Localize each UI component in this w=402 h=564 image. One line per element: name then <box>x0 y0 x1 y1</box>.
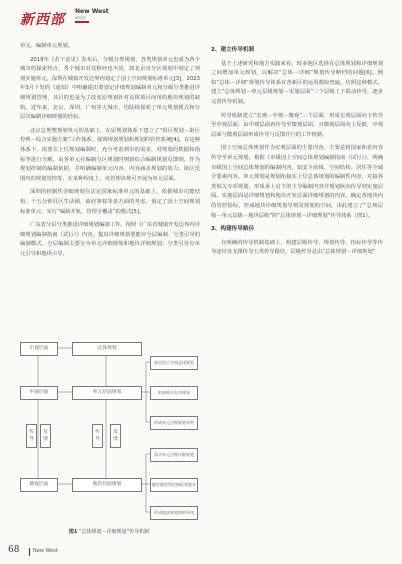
magazine-logo: 新西部 <box>20 12 65 28</box>
left-paragraph: 北京总规整规划单元的基础上，在原规划体系下建立了“组区规划－街区控规－综合实施方案”工作体系，强调规划规划和规划的管控系统[4]。在这种体系下，需要在上位规划编制时，充分考虑到市的需求，对规划的数据和指标等进行分解，由各单元在编制分区规划时则到综合编制规划反馈到，作为规划控制的编制依据，并明确编制单元内容，内容涵盖规划的效力，街区范围内的规划管控等，在某种程度上，该管理该规可开展为单元层面。 <box>20 127 200 182</box>
right-paragraph: 传导机制建立“宏观－中观－微观”三个层面，形成宏观层面向下传导至中观层面，由中观层面再传导至微观层面，且微观层面向上反馈，中观层面与微观层面形成传导与反馈并行的工作机制。 <box>211 112 383 138</box>
right-item-5: 确定地块管控指标和要求 <box>150 478 198 492</box>
left-paragraph: 深圳的控制性详细规划在法定国家标准单元的基础上，依据城市功能结构、十五分钟社区生活圈，政府事权等多方面的考虑，划定了国土空间规划标准单元，实行“编制并轨，管理全覆盖”的模式[5]。 <box>20 189 200 215</box>
left-text-column <box>20 42 200 263</box>
figure-caption-label: 图1 <box>68 529 78 535</box>
section-heading: 2、建立传导机制 <box>211 47 255 53</box>
magazine-subtitle: 新西部 <box>75 16 86 20</box>
footer-divider <box>29 548 30 556</box>
section-heading: 3、构建传导路径 <box>211 226 255 233</box>
meso-level-box: 中观层面 <box>20 386 58 400</box>
figure-caption <box>20 528 198 535</box>
feedback-label-center: 反馈 <box>110 424 121 448</box>
right-paragraph: 国土空间总体规划作为宏观层面的主要内容，主要是将国家和省内容传导至单元规划。根据《市级国土空间总体规划编制指南（试行）》，明确市级国土空间总体规划的编制内容，如安全底线、空间结构、居住等全域全要素内容。单元规划是规划衔接实上位总体规划的编制性内容，对接各类相关专项规划，形成承上启下的主导编制内容并规划纵向传导到实施层面。实施层面是详细规划和地块开发层面详细规划的内容，确定各地块内的管控指标，形成地块详细规划导则及规划的空间。由此建立了“总规层级－单元层级－地块层级”的“总体规划－详细规划”传导体系（图1）。 <box>211 145 383 219</box>
right-text-column <box>211 42 383 262</box>
figure-caption-text: “总体规划－详细规划”传导机制 <box>78 529 150 535</box>
masthead <box>0 0 402 30</box>
page-number: 68 <box>8 545 20 555</box>
right-item-6: 形成地块规划图则导读 <box>150 506 198 520</box>
feedback-label-left: 反馈 <box>40 424 51 448</box>
left-paragraph: 2019年《若干意见》发布后，分级分类规划、各类规划单元也成为各个城市的探索热点，各个城市对其称呼也不同，如北京市分区规划中划定了规划实施单元，深圳在城镇开发边界内划定了国土空间规划标准单元[3]，2023年3月下发的《通知》中明确提出要划定详细规划编制单元和分级分类推进详细规划管理，其目的也是为了改变原规划针对具体项目而用的地块规划的缺陷。近年来，北京、深圳、广州等大城市，均陆续探索了单元规划模式和分层次编制详细规划的经验。 <box>20 56 200 121</box>
right-item-1: 落实国土空间总体规划 <box>150 356 198 370</box>
macro-level-box: 宏观层面 <box>20 342 58 356</box>
right-paragraph: 在明确的传导机制基础上，构建层级传导、规划传导，指标传导等传导途径及支撑传导五类传导路径，层级传导是由“总体规划－详细规划” <box>211 239 383 256</box>
transmission-mechanism-diagram <box>20 332 198 522</box>
transmit-label-center: 传导 <box>92 424 103 448</box>
left-paragraph: 单元、编制单元规划。 <box>20 43 73 49</box>
journal-name-footer: New West <box>33 548 58 554</box>
micro-level-box: 微观层面 <box>20 478 58 492</box>
logo-accent-bar <box>75 21 89 23</box>
master-plan-box: 总体规划 <box>72 342 142 356</box>
right-item-4: 落实单元层级详细规划 <box>150 448 198 462</box>
right-paragraph: 基于上述研究和地方实践来看，较多地区选择在总体规划和详细规划之间增加单元规划，以解决“总体－详细”规划传导断档的问题[6]。例如“总体－详细”规划传导体系在各新区的运用都较普遍，仿照这种模式，建立“总体规划－单元层级规划－实施层面”三个层级上下联动传导，逐步完善传导机制。 <box>211 60 383 105</box>
left-paragraph: 广东省分层分类推进详细规划编制工作。按照《广东省城镇开发边界内详细规划编制指南（试行）》内容，提出详细规划要能应分层编制、分类引导的编制模式，分层编制主要分为单元详细规划和地块详细规划；分类引导分单元引导和地块引导。 <box>20 222 200 257</box>
right-item-2: 衔接相关专项规划 <box>150 386 198 400</box>
unit-plan-box: 单元层面规划 <box>72 386 142 400</box>
right-item-3: 形成单元层级规划导则 <box>150 416 198 430</box>
plot-plan-box: 地块层面规划 <box>72 478 142 492</box>
transmit-label-left: 传导 <box>26 424 37 448</box>
magazine-name-en: New West <box>75 8 109 15</box>
